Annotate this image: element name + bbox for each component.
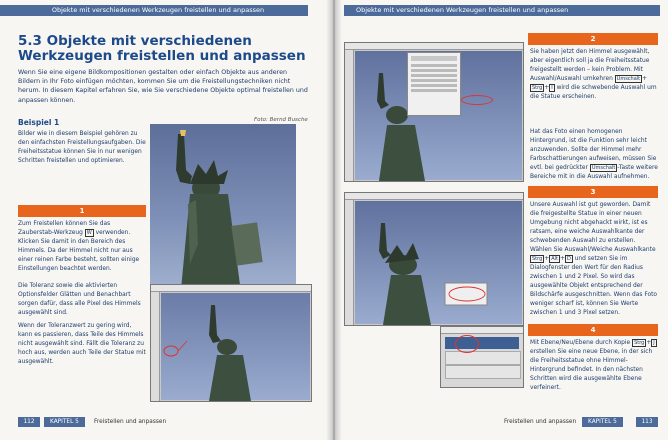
- chapter-name: Freistellen und anpassen: [504, 419, 577, 425]
- step-2-text-c-a: Hat das Foto einen homogenen Hintergrund, ist die Funktion sehr leicht anzuwenden. Sollte der Himmel mehr Farbschattierungen aufweisen, müssen Sie evtl. bei gedrückter: [530, 129, 657, 171]
- step-2-text: Sie haben jetzt den Himmel ausgewählt, aber eigentlich soll ja die Freiheitsstatue freigestellt werden – kein Problem. Mit Auswahl/Auswahl umkehren Umschalt +Strg + I wird die schwebende Auswahl um die Statue erscheinen.: [530, 49, 657, 100]
- left-page: [0, 0, 332, 440]
- feather-selection-screenshot: [344, 192, 524, 326]
- step-3-text-b: und setzen Sie im Dialogfenster den Wert für den Radius zwischen 1 und 2 Pixel. So wird das ausgewählte Objekt entsprechend der Bildschärfe ausgeschnitten. Wenn das Foto weniger scharf ist, können Sie Werte zwischen 1 und 3 Pixel setzen.: [530, 256, 658, 316]
- chapter-label: KAPITEL 5: [582, 417, 623, 427]
- magic-wand-screenshot: [150, 284, 312, 402]
- chapter-label: KAPITEL 5: [44, 417, 85, 427]
- invert-selection-screenshot: [344, 42, 524, 182]
- step-4-text: Mit Ebene/Neu/Ebene durch Kopie Strg + J erstellen Sie eine neue Ebene, in der sich die Freiheitsstatue ohne Himmel-Hintergrund befindet. In den nächsten Schritten wird die ausgewählte Ebene verfeinert.: [530, 340, 655, 391]
- step-2-text-a: Sie haben jetzt den Himmel ausgewählt, aber eigentlich soll ja die Freiheitsstatue freigestellt werden – kein Problem. Mit Auswahl/Auswahl umkehren: [530, 49, 650, 82]
- page-number: 113: [636, 417, 658, 427]
- step-3-badge: 3: [528, 186, 658, 198]
- step-4-text-a: Mit Ebene/Neu/Ebene durch Kopie: [530, 340, 633, 346]
- key-d: D: [566, 256, 571, 262]
- select-menu: [407, 52, 461, 116]
- section-title: 5.3 Objekte mit verschiedenen Werkzeugen freistellen und anpassen: [18, 33, 306, 64]
- step-1-badge: 1: [18, 205, 146, 217]
- step-1-text-b: verwenden. Klicken Sie damit in den Bereich des Himmels. Da der Himmel nicht nur aus einer reinen Farbe besteht, sollten einige Einstellungen beachtet werden.: [18, 230, 140, 272]
- left-running-header: Objekte mit verschiedenen Werkzeugen freistellen und anpassen: [0, 5, 308, 16]
- key-strg-3: Strg: [532, 256, 543, 262]
- right-running-header: Objekte mit verschiedenen Werkzeugen freistellen und anpassen: [344, 5, 660, 16]
- step-2-badge: 2: [528, 33, 658, 45]
- key-umschalt: Umschalt: [616, 76, 641, 82]
- example-heading: Beispiel 1: [18, 118, 60, 127]
- layers-palette-screenshot: [440, 326, 524, 388]
- key-alt: Alt: [551, 256, 558, 262]
- chapter-name: Freistellen und anpassen: [94, 419, 167, 425]
- step-4-text-b: erstellen Sie eine neue Ebene, in der sich die Freiheitsstatue ohne Himmel-Hintergrund befindet. In den nächsten Schritten wird die ausgewählte Ebene verfeinert.: [530, 349, 653, 391]
- intro-paragraph: Wenn Sie eine eigene Bildkompositionen gestalten oder einfach Objekte aus anderen Bildern in Ihr Foto einfügen möchten, kommen Sie um die Freistellungstechniken nicht herum. In diesem Kapitel erfahren Sie, wie Sie verschiedene Objekte optimal freistellen und anpassen können.: [18, 69, 308, 104]
- key-j: J: [653, 340, 655, 346]
- photo-credit: Foto: Bernd Busche: [254, 117, 308, 123]
- right-footer: [336, 417, 668, 427]
- step-3-text: Unsere Auswahl ist gut geworden. Damit die freigestellte Statue in einer neuen Umgebung nicht abgehackt wirkt, ist es ratsam, eine weiche Auswahlkante der schwebenden Auswahl zu erstellen. Wählen Sie Auswahl/Weiche Auswahlkante Strg + Alt + D und setzen Sie im Dialogfenster den Wert für den Radius zwischen 1 und 2 Pixel. So wird das ausgewählte Objekt entsprechend der Bildschärfe ausgeschnitten. Wenn das Foto weniger scharf ist, können Sie Werte zwischen 1 und 3 Pixel setzen.: [530, 202, 658, 316]
- step-1-warning-text: Wenn der Toleranzwert zu gering wird, kann es passieren, dass Teile des Himmels nicht ausgewählt sind. Fällt die Toleranz zu hoch aus, werden auch Teile der Statue mit ausgewählt.: [18, 323, 146, 365]
- page-number: 112: [18, 417, 40, 427]
- step-1-text-a: Zum Freistellen können Sie das Zauberstab-Werkzeug: [18, 221, 111, 236]
- statue-photo: [150, 124, 296, 300]
- key-strg-4: Strg: [634, 340, 645, 346]
- step-3-text-a: Unsere Auswahl ist gut geworden. Damit die freigestellte Statue in einer neuen Umgebung nicht abgehackt wirkt, ist es ratsam, eine weiche Auswahlkante der schwebenden Auswahl zu erstellen. Wählen Sie Auswahl/Weiche Auswahlkante: [530, 202, 656, 253]
- book-gutter: [326, 0, 342, 440]
- step-2-text-b: wird die schwebende Auswahl um die Statue erscheinen.: [530, 85, 657, 100]
- right-page: [336, 0, 668, 440]
- step-2-text-c-b: -Taste weitere Bereiche mit in die Auswahl aufnehmen.: [530, 165, 658, 180]
- left-footer: [0, 417, 332, 427]
- example-text: Bilder wie in diesem Beispiel gehören zu den einfachsten Freistellungsaufgaben. Die Freiheitsstatue können Sie in nur wenigen Schritten freistellen und optimieren.: [18, 131, 146, 164]
- step-1-text: [18, 220, 146, 274]
- step-4-badge: 4: [528, 324, 658, 336]
- step-1-tolerance-text: Die Toleranz sowie die aktivierten Optionsfelder Glätten und Benachbart sorgen dafür, dass alle Pixel des Himmels ausgewählt sind.: [18, 283, 141, 316]
- key-i: I: [551, 85, 553, 91]
- key-umschalt-2: Umschalt: [591, 165, 616, 171]
- key-w: W: [86, 230, 92, 236]
- key-strg: Strg: [532, 85, 543, 91]
- step-2-homogeneous-text: [530, 128, 658, 182]
